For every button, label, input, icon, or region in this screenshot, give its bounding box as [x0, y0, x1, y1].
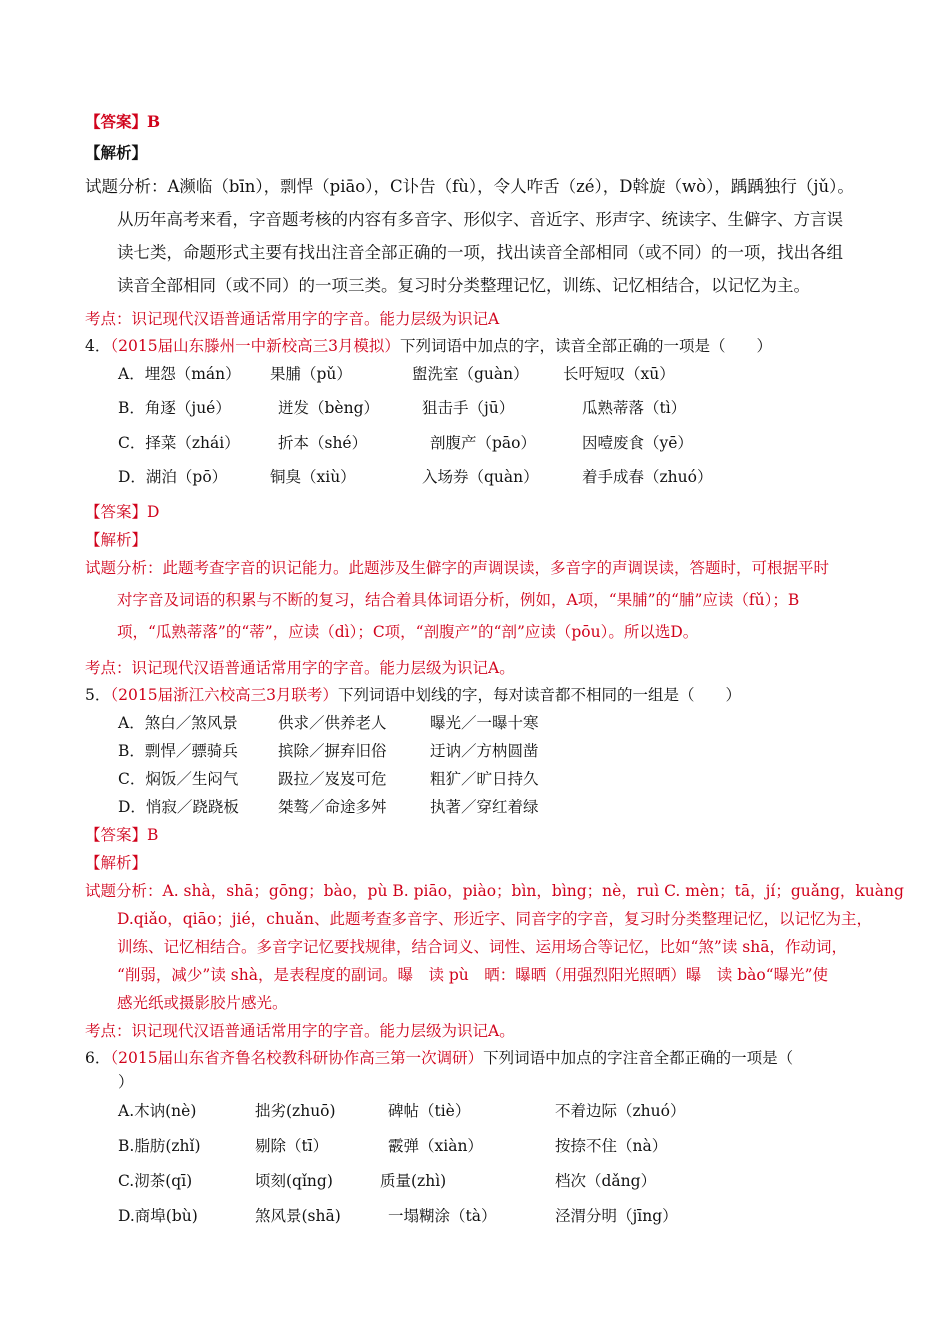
option-d-1: D.商埠(bù) — [118, 1207, 198, 1225]
option-b-1: B．角逐（jué） — [118, 399, 231, 417]
option-c-3: 质量(zhì) — [380, 1172, 447, 1190]
option-a-1: A．埋怨（mán） — [118, 365, 241, 383]
option-d-3: 一塌糊涂（tà） — [388, 1207, 497, 1225]
option-d-2: 煞风景(shā) — [255, 1207, 341, 1225]
analysis-line: 感光纸或摄影胶片感光。 — [117, 994, 288, 1012]
option-a-3: 曝光／一曝十寒 — [430, 714, 539, 732]
analysis-line: 项，“瓜熟蒂落”的“蒂”，应读（dì）；C项，“剖腹产”的“剖”应读（pōu）。所以选D。 — [117, 623, 699, 641]
option-c-1: C.沏茶(qī) — [118, 1172, 193, 1190]
option-d-1: D．悄寂／跷跷板 — [118, 798, 239, 816]
option-d-4: 着手成春（zhuó） — [582, 468, 713, 486]
option-b-1: B．剽悍／骠骑兵 — [118, 742, 238, 760]
question-stem: 下列词语中加点的字，读音全部正确的一项是（ ） — [399, 337, 772, 355]
option-c-4: 因噎废食（yē） — [582, 434, 693, 452]
kaodian-line: 考点：识记现代汉语普通话常用字的字音。能力层级为识记A — [85, 310, 500, 328]
question-5-heading — [85, 685, 741, 705]
option-d-1: D．湖泊（pō） — [118, 468, 228, 486]
analysis-line: D.qiǎo，qiāo；jié，chuǎn、此题考查多音字、形近字、同音字的字音，复习时分类整理记忆，以记忆为主， — [117, 910, 873, 928]
option-d-3: 执著／穿红着绿 — [430, 798, 539, 816]
option-c-1: C．焖饭／生闷气 — [118, 770, 239, 788]
option-c-3: 粗犷／旷日持久 — [430, 770, 539, 788]
option-b-2: 摈除／摒弃旧俗 — [278, 742, 387, 760]
question-4-heading — [85, 336, 772, 356]
option-a-2: 供求／供养老人 — [278, 714, 387, 732]
analysis-label: 【解析】 — [85, 143, 148, 162]
option-d-2: 桀骜／命途多舛 — [278, 798, 387, 816]
analysis-line: 从历年高考来看，字音题考核的内容有多音字、形似字、音近字、形声字、统读字、生僻字、方言误 — [117, 210, 843, 229]
option-c-3: 剖腹产（pāo） — [430, 434, 536, 452]
analysis-line: 对字音及词语的积累与不断的复习，结合着具体词语分析，例如，A项，“果脯”的“脯”应读（fǔ）；B — [117, 591, 800, 609]
question-stem-continued: ） — [118, 1073, 134, 1091]
option-c-2: 顷刻(qǐng) — [255, 1172, 333, 1190]
option-a-2: 果脯（pǔ） — [270, 365, 352, 383]
answer-label: 【答案】D — [85, 503, 160, 521]
answer-label: 【答案】B — [85, 826, 159, 844]
option-b-3: 狙击手（jū） — [422, 399, 515, 417]
answer-label: 【答案】B — [85, 112, 161, 131]
option-a-1: A．煞白／煞风景 — [118, 714, 238, 732]
option-a-4: 长吁短叹（xū） — [563, 365, 675, 383]
option-c-4: 档次（dǎng） — [555, 1172, 657, 1190]
question-source: （2015届浙江六校高三3月联考） — [110, 686, 338, 704]
option-a-2: 拙劣(zhuō) — [255, 1102, 336, 1120]
option-c-1: C．择菜（zhái） — [118, 434, 240, 452]
kaodian-line: 考点：识记现代汉语普通话常用字的字音。能力层级为识记A。 — [85, 659, 515, 677]
option-a-4: 不着边际（zhuó） — [555, 1102, 686, 1120]
option-a-3: 盥洗室（guàn） — [412, 365, 529, 383]
analysis-line: 试题分析：A. shà，shā；gōng；bào，pù B. piāo，piào；bìn，bìng；nè，ruì C. mèn；tā，jí；guǎng，kuàng — [85, 882, 904, 900]
option-b-3: 霰弹（xiàn） — [388, 1137, 483, 1155]
option-a-1: A.木讷(nè) — [118, 1102, 197, 1120]
question-stem: 下列词语中划线的字，每对读音都不相同的一组是（ ） — [337, 686, 741, 704]
analysis-line: “削弱，减少”读 shà，是表程度的副词。曝 读 pù 晒：曝晒（用强烈阳光照晒）曝 读 bào“曝光”使 — [117, 966, 829, 984]
option-c-2: 趿拉／岌岌可危 — [278, 770, 387, 788]
analysis-line: 训练、记忆相结合。多音字记忆要找规律，结合词义、词性、运用场合等记忆，比如“煞”读 shā，作动词， — [117, 938, 847, 956]
analysis-line: 试题分析：A濒临（bīn），剽悍（piāo），C讣告（fù），令人咋舌（zé），D斡旋（wò），踽踽独行（jǔ）。 — [85, 177, 854, 196]
option-b-1: B.脂肪(zhǐ) — [118, 1137, 201, 1155]
analysis-label: 【解析】 — [85, 854, 148, 872]
question-stem: 下列词语中加点的字注音全都正确的一项是（ — [483, 1049, 794, 1067]
option-d-3: 入场券（quàn） — [422, 468, 539, 486]
question-number: 5． — [85, 686, 111, 704]
analysis-line: 试题分析：此题考查字音的识记能力。此题涉及生僻字的声调误读，多音字的声调误读，答题时，可根据平时 — [85, 559, 830, 577]
option-b-2: 剔除（tī） — [255, 1137, 329, 1155]
question-source: （2015届山东滕州一中新校高三3月模拟） — [110, 337, 400, 355]
question-number: 6． — [85, 1049, 111, 1067]
question-source: （2015届山东省齐鲁名校教科研协作高三第一次调研） — [110, 1049, 484, 1067]
option-d-2: 铜臭（xiù） — [270, 468, 356, 486]
question-number: 4． — [85, 337, 111, 355]
option-b-4: 瓜熟蒂落（tì） — [582, 399, 687, 417]
analysis-line: 读音全部相同（或不同）的一项三类。复习时分类整理记忆，训练、记忆相结合，以记忆为主。 — [117, 276, 810, 295]
option-d-4: 泾渭分明（jīng） — [555, 1207, 678, 1225]
analysis-label: 【解析】 — [85, 531, 148, 549]
option-b-2: 迸发（bèng） — [278, 399, 380, 417]
option-c-2: 折本（shé） — [278, 434, 368, 452]
analysis-line: 读七类，命题形式主要有找出注音全部正确的一项，找出读音全部相同（或不同）的一项，找出各组 — [117, 243, 843, 262]
option-b-3: 迂讷／方枘圆凿 — [430, 742, 539, 760]
option-b-4: 按捺不住（nà） — [555, 1137, 668, 1155]
option-a-3: 碑帖（tiè） — [388, 1102, 471, 1120]
question-6-heading — [85, 1048, 793, 1068]
kaodian-line: 考点：识记现代汉语普通话常用字的字音。能力层级为识记A。 — [85, 1022, 515, 1040]
